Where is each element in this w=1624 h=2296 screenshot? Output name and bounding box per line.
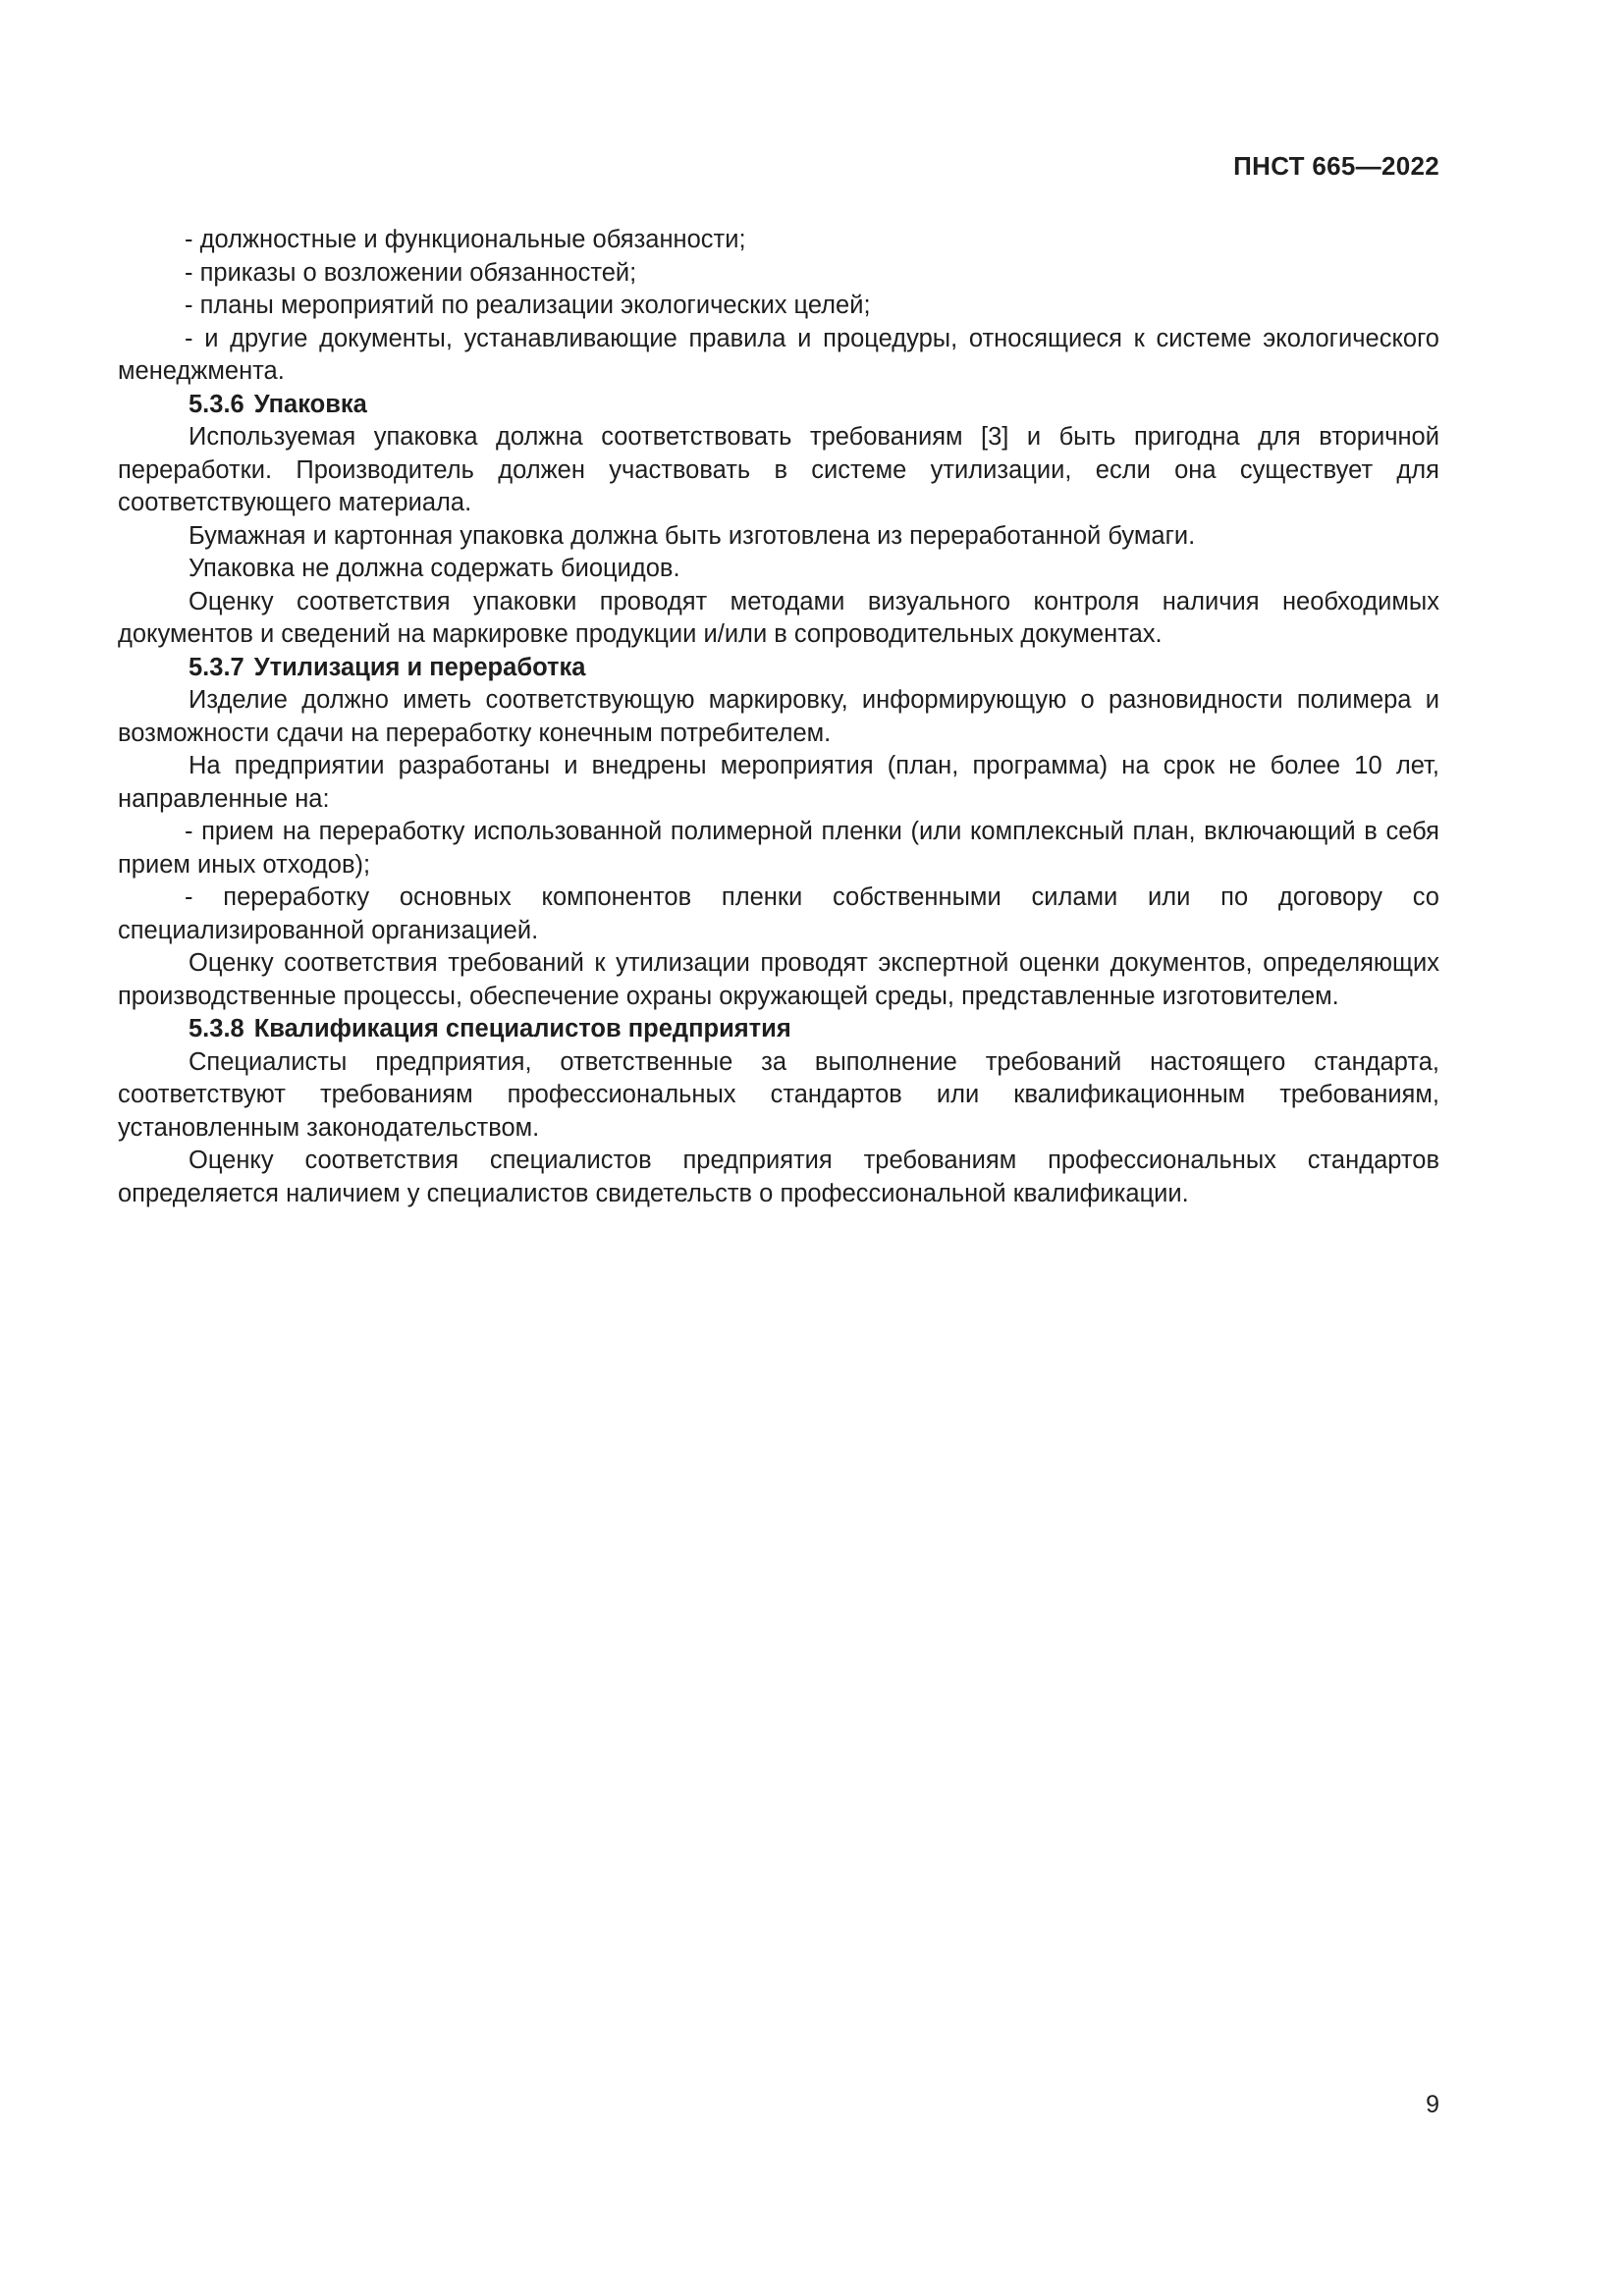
- paragraph: Бумажная и картонная упаковка должна быть изготовлена из переработанной бумаги.: [189, 521, 1196, 550]
- list-item: - и другие документы, устанавливающие правила и процедуры, относящиеся к системе экологического менеджмента.: [118, 324, 1439, 385]
- section-heading-5-3-8: [118, 1013, 1439, 1046]
- document-code: ПНСТ 665—2022: [1233, 151, 1439, 181]
- section-title: Упаковка: [253, 390, 367, 418]
- section-number: 5.3.8: [189, 1015, 244, 1042]
- section-heading-5-3-7: [118, 652, 1439, 685]
- paragraph: Оценку соответствия специалистов предприятия требованиям профессиональных стандартов определяется наличием у специалистов свидетельств о профессиональной квалификации.: [118, 1147, 1439, 1207]
- page-number: 9: [1426, 2091, 1439, 2118]
- section-title: Утилизация и переработка: [253, 653, 586, 681]
- list-item: - планы мероприятий по реализации экологических целей;: [185, 292, 871, 319]
- paragraph: Оценку соответствия требований к утилизации проводят экспертной оценки документов, определяющих производственные процессы, обеспечение охраны окружающей среды, представленные изготовителем.: [118, 949, 1439, 1010]
- paragraph: На предприятии разработаны и внедрены мероприятия (план, программа) на срок не более 10 лет, направленные на:: [118, 752, 1439, 813]
- document-body: [118, 224, 1439, 1210]
- paragraph: Специалисты предприятия, ответственные за выполнение требований настоящего стандарта, соответствуют требованиям профессиональных стандартов или квалификационным требованиям, установленным законодательством.: [118, 1047, 1439, 1142]
- section-number: 5.3.6: [189, 390, 244, 418]
- list-item: - прием на переработку использованной полимерной пленки (или комплексный план, включающий в себя прием иных отходов);: [118, 818, 1439, 879]
- section-number: 5.3.7: [189, 653, 244, 681]
- paragraph: Упаковка не должна содержать биоцидов.: [189, 555, 680, 582]
- list-item: - приказы о возложении обязанностей;: [185, 258, 637, 287]
- paragraph: Оценку соответствия упаковки проводят методами визуального контроля наличия необходимых документов и сведений на маркировке продукции и/или в сопроводительных документах.: [118, 587, 1439, 648]
- paragraph: Изделие должно иметь соответствующую маркировку, информирующую о разновидности полимера и возможности сдачи на переработку конечным потребителем.: [118, 686, 1439, 747]
- paragraph: Используемая упаковка должна соответствовать требованиям [3] и быть пригодна для вторичной переработки. Производитель должен участвовать в системе утилизации, если она существует для соответствующего материала.: [118, 423, 1439, 516]
- section-heading-5-3-6: [118, 389, 1439, 422]
- list-item: - должностные и функциональные обязанности;: [185, 226, 746, 253]
- section-title: Квалификация специалистов предприятия: [253, 1015, 791, 1042]
- list-item: - переработку основных компонентов пленки собственными силами или по договору со специализированной организацией.: [118, 883, 1439, 944]
